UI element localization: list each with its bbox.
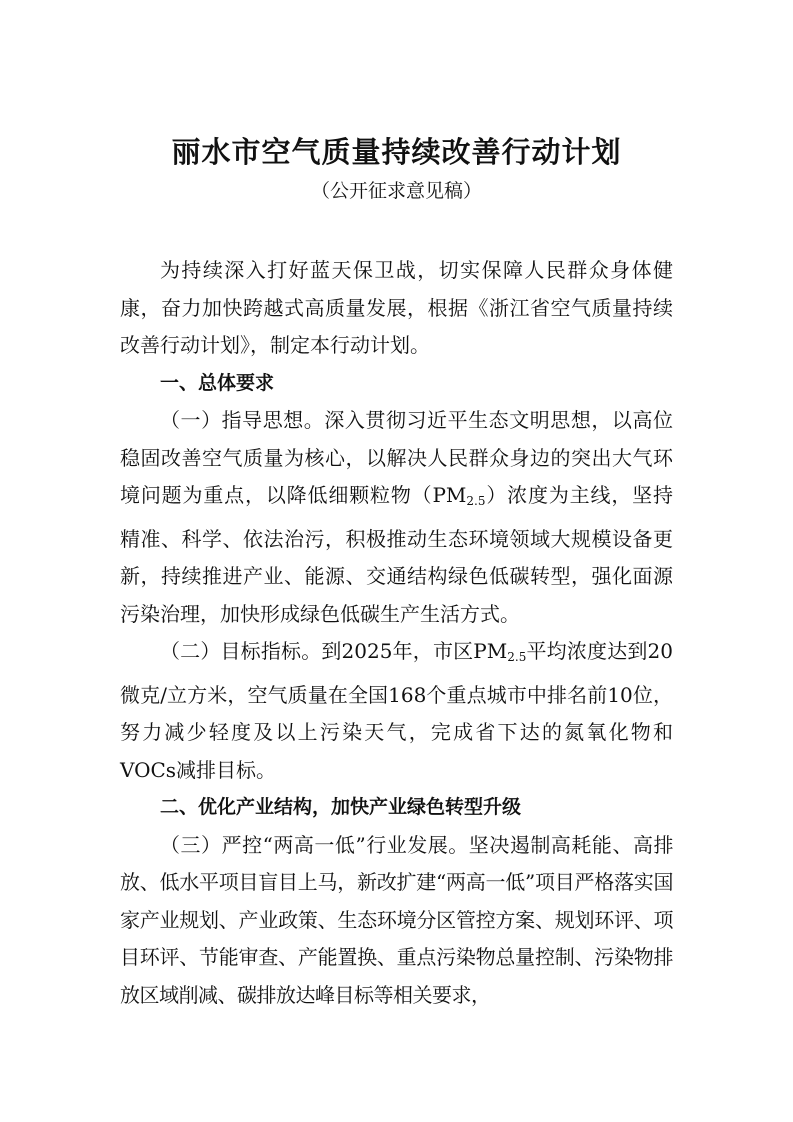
subscript: 2.5 (466, 494, 486, 508)
subscript: 2.5 (507, 650, 527, 664)
paragraph-text: （二）目标指标。到2025年，市区PM (160, 639, 508, 663)
paragraph-text: ）浓度为主线，坚持精准、科学、依法治污，积极推动生态环境领域大规模设备更新，持续推进产业、能源、交通结构绿色低碳转型，强化面源污染治理，加快形成绿色低碳生产生活方式。 (120, 483, 674, 626)
section-heading-general-requirements: 一、总体要求 (160, 371, 275, 394)
paragraph-strict-control: （三）严控“两高一低”行业发展。坚决遏制高耗能、高排放、低水平项目盲目上马，新改扩建“两高一低”项目严格落实国家产业规划、产业政策、生态环境分区管控方案、规划环评、项目环评、节能审查、产能置换、重点污染物总量控制、污染物排放区域削减、碳排放达峰目标等相关要求， (120, 832, 673, 1007)
document-title: 丽水市空气质量持续改善行动计划 (171, 135, 622, 169)
document-subtitle: （公开征求意见稿） (310, 180, 482, 202)
paragraph-guiding-ideology (120, 402, 673, 633)
document-body (120, 252, 673, 1014)
paragraph-text: （一）指导思想。深入贯彻习近平生态文明思想，以高位稳固改善空气质量为核心，以解决人民群众身边的突出大气环境问题为重点，以降低细颗粒物（PM (120, 408, 673, 507)
paragraph-text: 平均浓度达到20微克/立方米，空气质量在全国168个重点城市中排名前10位，努力减少轻度及以上污染天气，完成省下达的氮氧化物和VOCs减排目标。 (120, 639, 673, 782)
intro-paragraph: 为持续深入打好蓝天保卫战，切实保障人民群众身体健康，奋力加快跨越式高质量发展，根据《浙江省空气质量持续改善行动计划》，制定本行动计划。 (120, 258, 673, 357)
section-heading-industrial-structure: 二、优化产业结构，加快产业绿色转型升级 (160, 796, 522, 818)
paragraph-target-indicators (120, 633, 673, 789)
